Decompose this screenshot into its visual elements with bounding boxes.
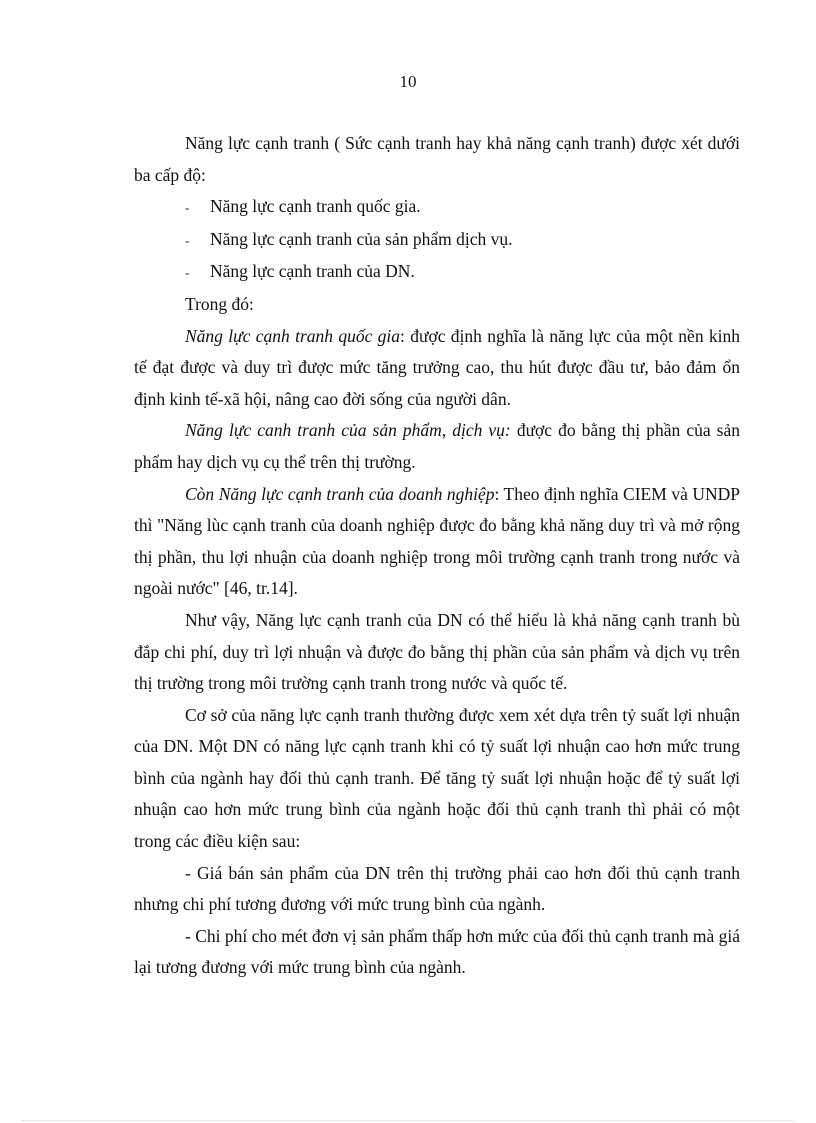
product-competitiveness-paragraph	[134, 415, 740, 478]
trong-do-label: Trong đó:	[185, 293, 254, 314]
enterprise-term: Còn Năng lực cạnh tranh của doanh nghiệp	[185, 483, 495, 504]
enterprise-competitiveness-paragraph	[134, 479, 740, 605]
list-item-product	[134, 224, 740, 257]
bullet-mark: -	[185, 200, 190, 216]
product-definition: được đo bằng thị phần của sản phẩm hay dịch vụ cụ thể trên thị trường.	[134, 420, 740, 472]
gia-ban-paragraph: - Giá bán sản phẩm của DN trên thị trường phải cao hơn đối thủ cạnh tranh nhưng chi phí tương đương với mức trung bình của ngành.	[134, 862, 740, 915]
co-so-paragraph: Cơ sở của năng lực cạnh tranh thường được xem xét dựa trên tỷ suất lợi nhuận của DN. Một DN có năng lực cạnh tranh khi có tỷ suất lợi nhuận cao hơn mức trung bình của ngành hay đối thủ cạnh tranh. Để tăng tỷ suất lợi nhuận hoặc để tỷ suất lợi nhuận cao hơn mức trung bình của ngành hoặc đối thủ cạnh tranh thì phải có một trong các điều kiện sau:	[134, 704, 740, 852]
body-text	[134, 128, 740, 984]
page-bottom-divider	[22, 1120, 794, 1121]
nhu-vay-paragraph: Như vậy, Năng lực cạnh tranh của DN có thể hiểu là khả năng cạnh tranh bù đắp chi phí, duy trì lợi nhuận và được đo bằng thị phần của sản phẩm và dịch vụ trên thị trường trong môi trường cạnh tranh trong nước và quốc tế.	[134, 609, 740, 694]
bullet-mark: -	[185, 265, 190, 281]
list-item-text: Năng lực cạnh tranh của DN.	[210, 261, 415, 282]
product-term: Năng lực canh tranh của sản phẩm, dịch vụ:	[185, 420, 511, 441]
national-definition: : được định nghĩa là năng lực của một nền kinh tế đạt được và duy trì được mức tăng trưởng cao, thu hút được đầu tư, bảo đảm ổn định kinh tế-xã hội, nâng cao đời sống của người dân.	[134, 325, 740, 409]
list-item-enterprise	[134, 256, 740, 289]
chi-phi-paragraph: - Chi phí cho mét đơn vị sản phẩm thấp hơn mức của đối thủ cạnh tranh mà giá lại tương đương với mức trung bình của ngành.	[134, 925, 740, 978]
bullet-mark: -	[185, 232, 190, 248]
list-item-text: Năng lực cạnh tranh quốc gia.	[210, 196, 421, 217]
page-number: 10	[399, 72, 417, 91]
national-competitiveness-paragraph	[134, 321, 740, 416]
intro-paragraph: Năng lực cạnh tranh ( Sức cạnh tranh hay khả năng cạnh tranh) được xét dưới ba cấp độ:	[134, 133, 740, 185]
enterprise-definition: : Theo định nghĩa CIEM và UNDP thì "Năng lùc cạnh tranh của doanh nghiệp được đo bằng khả năng duy trì và mở rộng thị phần, thu lợi nhuận của doanh nghiệp trong môi trường cạnh tranh trong nước và ngoài nước" [46, tr.14].	[134, 483, 740, 599]
national-term: Năng lực cạnh tranh quốc gia	[185, 325, 401, 346]
list-item-text: Năng lực cạnh tranh của sản phẩm dịch vụ.	[210, 228, 513, 249]
list-item-national	[134, 191, 740, 224]
